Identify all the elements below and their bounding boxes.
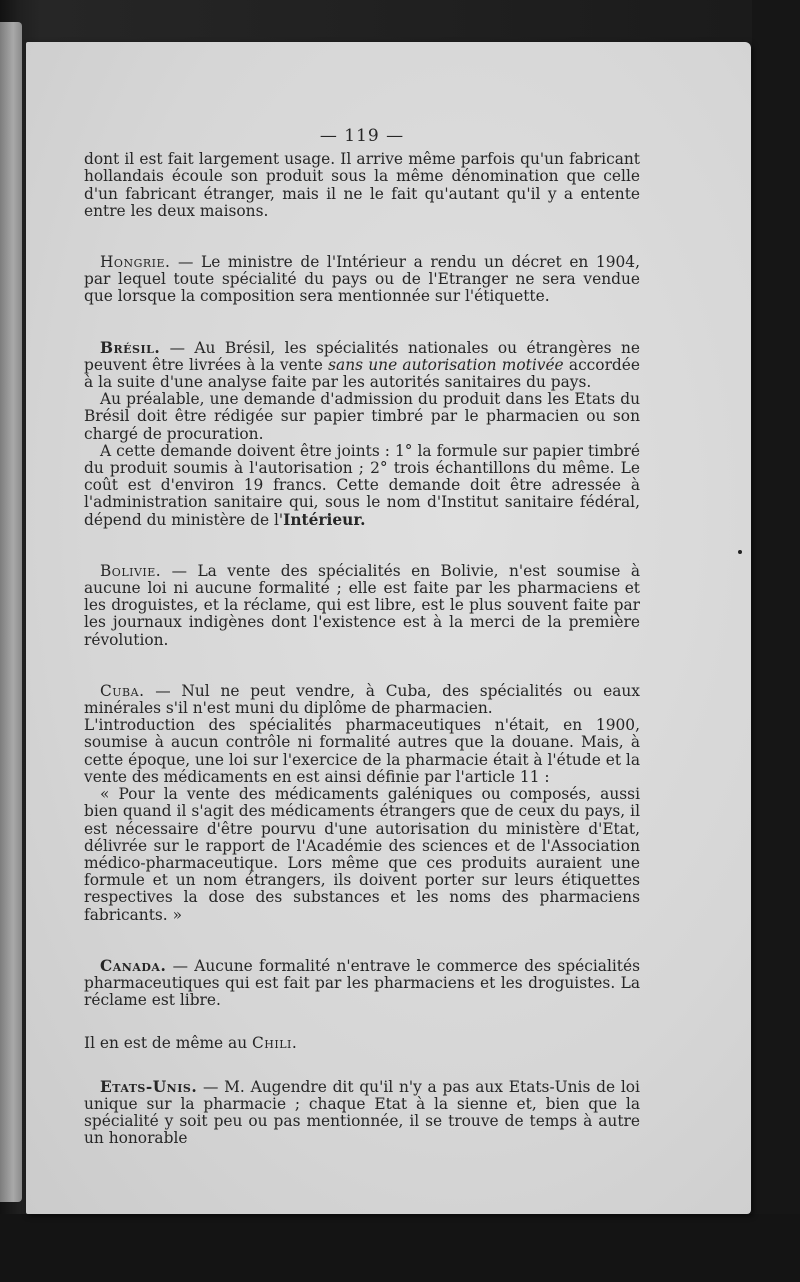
paragraph-cuba-quote: « Pour la vente des médicaments galéniques ou composés, aussi bien quand il s'agit des médicaments étrangers que de ceux du pays, il est nécessaire d'être pourvu d'une autorisation du ministère d'Etat, délivrée sur le rapport de l'Académie des sciences et de l'Association médico-pharmaceutique. Lors même que ces produits auraient une formule et un nom étrangers, ils doivent porter sur leurs étiquettes respectives la dose des substances et les noms des pharmaciens fabricants. » [84,785,640,924]
heading-chili: Chili. [252,1034,298,1053]
heading-bolivie: Bolivie. [100,561,162,580]
heading-canada: Canada. [100,956,167,975]
heading-hongrie: Hongrie. [100,253,171,272]
paragraph-bresil-3: A cette demande doivent être joints : 1° la formule sur papier timbré du produit soumis à l'autorisation ; 2° trois échantillons du même. Le coût est d'environ 19 francs. Cette demande doit être adressée à l'administration sanitaire qui, sous le nom d'Institut sanitaire fédéral, dépend du ministère de l'Intérieur. [84,441,640,529]
paragraph-bresil-2: Au préalable, une demande d'admission du produit dans les Etats du Brésil doit être rédigée sur papier timbré par le pharmacien ou son chargé de procuration. [84,390,640,443]
scan-background-bottom [0,1214,800,1282]
page-number: — 119 — [319,126,405,146]
previous-page-edge [0,22,22,1202]
paragraph-bolivie: Bolivie. — La vente des spécialités en Bolivie, n'est soumise à aucune loi ni aucune formalité ; elle est faite par les pharmaciens et les droguistes, et la réclame, qui est libre, est le plus souvent faite par les journaux indigènes dont l'existence est à la merci de la première révolution. [84,561,640,649]
scan-background-right [752,0,800,1282]
paragraph-cuba-2: L'introduction des spécialités pharmaceutiques n'était, en 1900, soumise à aucun contrôle ni formalité autres que la douane. Mais, à cette époque, une loi sur l'exercice de la pharmacie était à l'étude et la vente des médicaments en est ainsi définie par l'article 11 : [84,716,640,786]
paragraph-continuation: dont il est fait largement usage. Il arrive même parfois qu'un fabricant hollandais écoule son produit sous la même dénomination que celle d'un fabricant étranger, mais il ne le fait qu'autant qu'il y a entente entre les deux maisons. [84,150,640,220]
paragraph-hongrie: Hongrie. — Le ministre de l'Intérieur a rendu un décret en 1904, par lequel toute spécialité du pays ou de l'Etranger ne sera vendue que lorsque la composition sera mentionnée sur l'étiquette. [84,253,640,306]
page-text [84,128,640,1147]
paragraph-cuba: Cuba. — Nul ne peut vendre, à Cuba, des spécialités ou eaux minérales s'il n'est muni du diplôme de pharmacien. [84,681,640,718]
heading-bresil: Brésil. [100,338,161,357]
paragraph-chili: Il en est de même au Chili. [84,1034,298,1053]
heading-etats-unis: Etats-Unis. [100,1077,198,1096]
paragraph-bresil: Brésil. — Au Brésil, les spécialités nationales ou étrangères ne peuvent être livrées à la vente sans une autorisation motivée accordée à la suite d'une analyse faite par les autorités sanitaires du pays. [84,338,640,392]
heading-cuba: Cuba. [100,681,145,700]
paragraph-etats-unis: Etats-Unis. — M. Augendre dit qu'il n'y a pas aux Etats-Unis de loi unique sur la pharmacie ; chaque Etat à la sienne et, bien que la spécialité y soit peu ou pas mentionnée, il se trouve de temps à autre un honorable [84,1077,640,1148]
paragraph-canada: Canada. — Aucune formalité n'entrave le commerce des spécialités pharmaceutiques qui est fait par les pharmaciens et les droguistes. La réclame est libre. [84,956,640,1010]
ink-speck [738,550,742,554]
